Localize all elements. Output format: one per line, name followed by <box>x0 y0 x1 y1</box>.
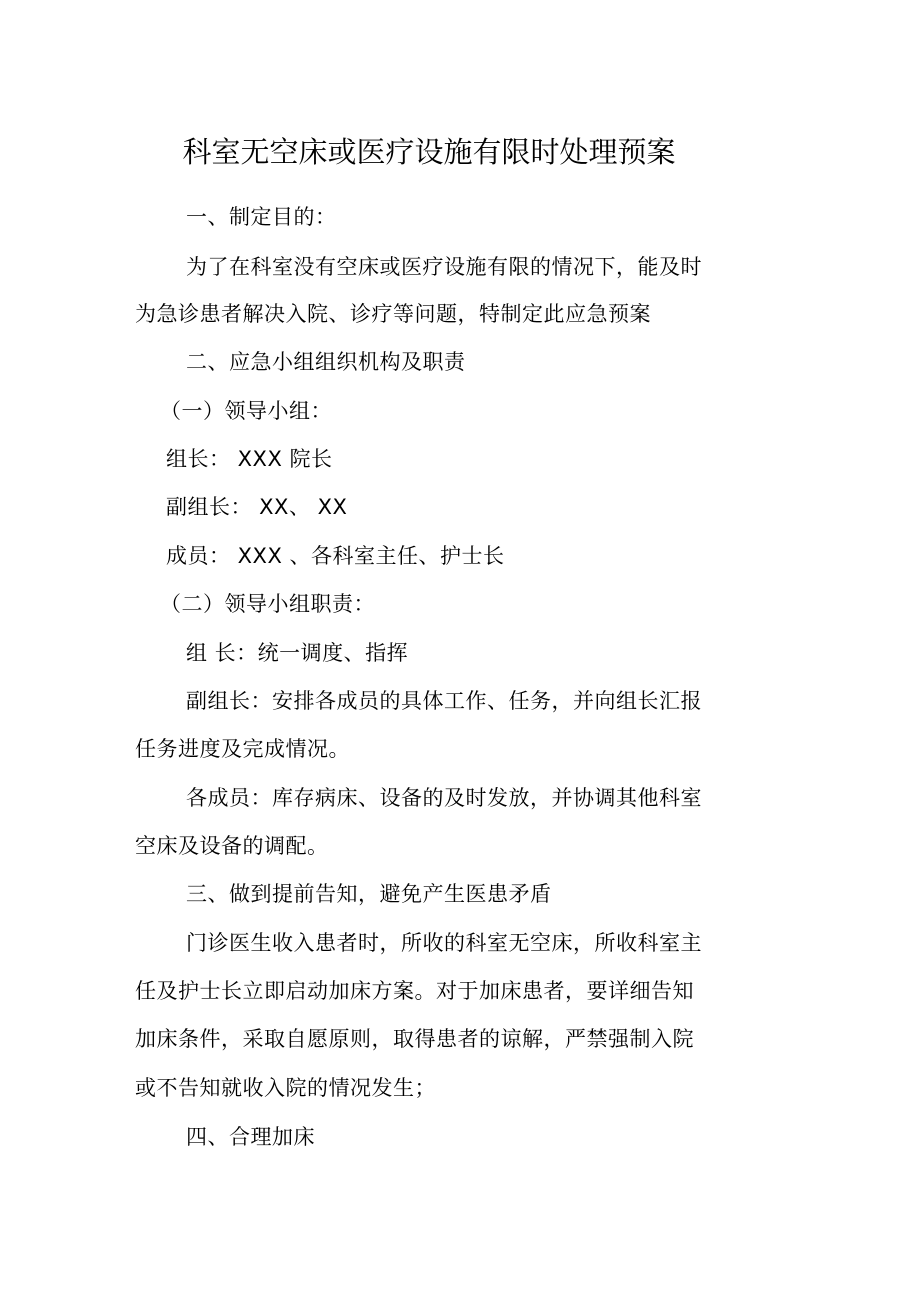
section-heading-notice: 三、做到提前告知，避免产生医患矛盾 <box>186 882 552 906</box>
paragraph-line: 为急诊患者解决入院、诊疗等问题，特制定此应急预案 <box>135 302 651 326</box>
deputy-leader-line: 副组长： XX、 XX <box>166 495 348 519</box>
group-leader-line: 组长： XXX 院长 <box>166 447 333 471</box>
section-heading-organization: 二、应急小组组织机构及职责 <box>186 350 466 374</box>
paragraph-line: 为了在科室没有空床或医疗设施有限的情况下，能及时 <box>186 255 702 279</box>
paragraph-line: 任务进度及完成情况。 <box>135 737 350 761</box>
section-heading-purpose: 一、制定目的： <box>186 205 337 229</box>
duty-leader-line: 组 长：统一调度、指挥 <box>186 641 409 665</box>
paragraph-line: 任及护士长立即启动加床方案。对于加床患者，要详细告知 <box>135 979 694 1003</box>
paragraph-line: 或不告知就收入院的情况发生； <box>135 1076 436 1100</box>
section-heading-extra-bed: 四、合理加床 <box>186 1125 315 1149</box>
members-line: 成员： XXX 、各科室主任、护士长 <box>166 544 505 568</box>
document-title: 科室无空床或医疗设施有限时处理预案 <box>182 135 676 169</box>
paragraph-line: 空床及设备的调配。 <box>135 834 329 858</box>
paragraph-line: 门诊医生收入患者时，所收的科室无空床，所收科室主 <box>186 931 702 955</box>
paragraph-line: 副组长：安排各成员的具体工作、任务，并向组长汇报 <box>186 689 702 713</box>
paragraph-line: 加床条件，采取自愿原则，取得患者的谅解，严禁强制入院 <box>135 1027 694 1051</box>
subsection-heading-duties: （二）领导小组职责： <box>160 592 375 616</box>
paragraph-line: 各成员：库存病床、设备的及时发放，并协调其他科室 <box>186 786 702 810</box>
subsection-heading-leader-group: （一）领导小组： <box>160 399 332 423</box>
